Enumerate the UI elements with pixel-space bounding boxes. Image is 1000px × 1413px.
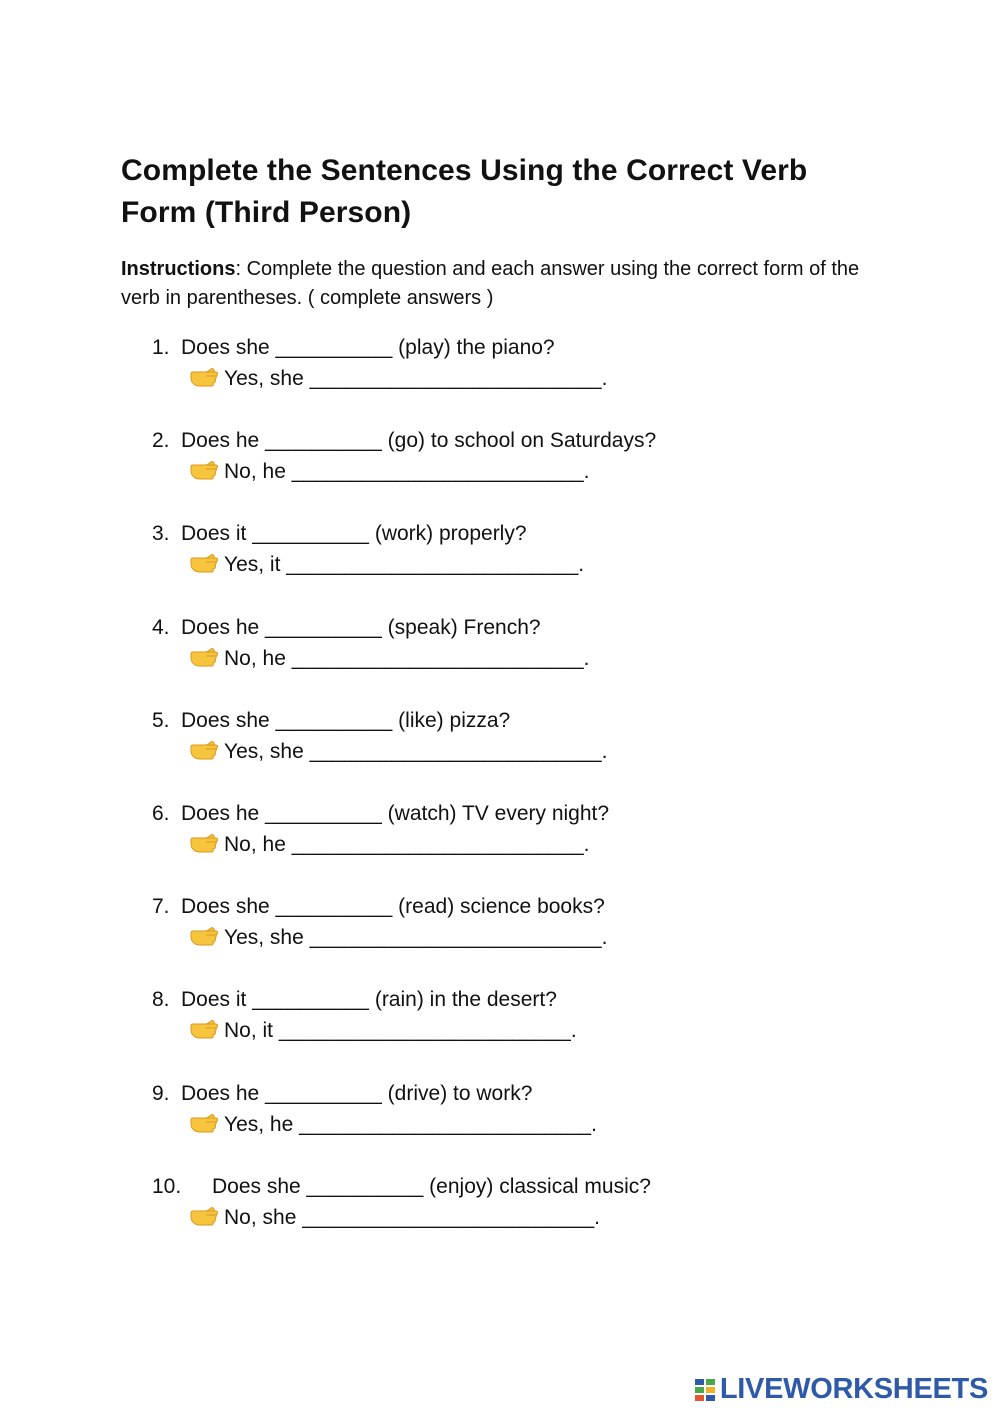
question-list xyxy=(152,332,932,1264)
question-item-5 xyxy=(152,705,932,798)
answer-text: Yes, it _________________________. xyxy=(224,553,585,577)
answer-text: No, he _________________________. xyxy=(224,832,590,856)
answer-text: No, he _________________________. xyxy=(224,460,590,484)
answer-text: Yes, she _________________________. xyxy=(224,926,608,950)
question-number: 3. xyxy=(152,522,170,546)
instructions-text: : Complete the question and each answer using the correct form of the verb in parentheses. ( complete answers ) xyxy=(121,258,860,309)
pointing-right-hand-icon xyxy=(189,1204,218,1228)
question-text: Does it __________ (work) properly? xyxy=(181,522,527,546)
question-text: Does it __________ (rain) in the desert? xyxy=(181,988,557,1012)
question-item-8 xyxy=(152,984,932,1077)
question-item-6 xyxy=(152,798,932,891)
logo-text: LIVEWORKSHEETS xyxy=(719,1372,988,1405)
question-number: 1. xyxy=(152,336,170,359)
answer-text: No, it _________________________. xyxy=(224,1019,577,1043)
pointing-right-hand-icon xyxy=(189,551,218,575)
question-item-2 xyxy=(152,425,932,518)
instructions xyxy=(121,255,891,313)
question-text: Does he __________ (speak) French? xyxy=(181,615,541,639)
pointing-right-hand-icon xyxy=(189,738,218,762)
question-item-9 xyxy=(152,1078,932,1171)
question-number: 4. xyxy=(152,615,170,639)
liveworksheets-logo[interactable] xyxy=(695,1373,988,1405)
question-item-7 xyxy=(152,891,932,984)
answer-text: Yes, she _________________________. xyxy=(224,367,608,390)
question-text: Does she __________ (play) the piano? xyxy=(181,336,555,359)
question-number: 8. xyxy=(152,988,170,1012)
answer-text: Yes, he _________________________. xyxy=(224,1112,597,1136)
question-item-3 xyxy=(152,518,932,611)
question-text: Does she __________ (enjoy) classical music? xyxy=(212,1174,651,1198)
pointing-right-hand-icon xyxy=(189,831,218,855)
question-number: 2. xyxy=(152,429,170,453)
answer-text: Yes, she _________________________. xyxy=(224,739,608,763)
pointing-right-hand-icon xyxy=(189,1111,218,1135)
question-item-4 xyxy=(152,612,932,705)
question-text: Does he __________ (go) to school on Saturdays? xyxy=(181,429,657,453)
question-number: 6. xyxy=(152,801,170,825)
instructions-label: Instructions xyxy=(121,258,236,280)
question-number: 5. xyxy=(152,708,170,732)
pointing-right-hand-icon xyxy=(189,458,218,482)
question-text: Does she __________ (like) pizza? xyxy=(181,708,511,732)
pointing-right-hand-icon xyxy=(189,365,218,389)
question-item-10 xyxy=(152,1171,932,1264)
answer-text: No, he _________________________. xyxy=(224,646,590,670)
pointing-right-hand-icon xyxy=(189,645,218,669)
question-number: 10. xyxy=(152,1174,182,1198)
answer-text: No, she _________________________. xyxy=(224,1205,601,1229)
question-number: 7. xyxy=(152,895,170,919)
question-item-1 xyxy=(152,332,932,425)
pointing-right-hand-icon xyxy=(189,1017,218,1041)
question-text: Does he __________ (drive) to work? xyxy=(181,1081,533,1105)
question-text: Does he __________ (watch) TV every night? xyxy=(181,801,610,825)
question-text: Does she __________ (read) science books? xyxy=(181,895,605,919)
pointing-right-hand-icon xyxy=(189,924,218,948)
page-title: Complete the Sentences Using the Correct Verb Form (Third Person) xyxy=(121,154,808,229)
question-number: 9. xyxy=(152,1081,170,1105)
logo-mark-icon xyxy=(695,1377,717,1401)
